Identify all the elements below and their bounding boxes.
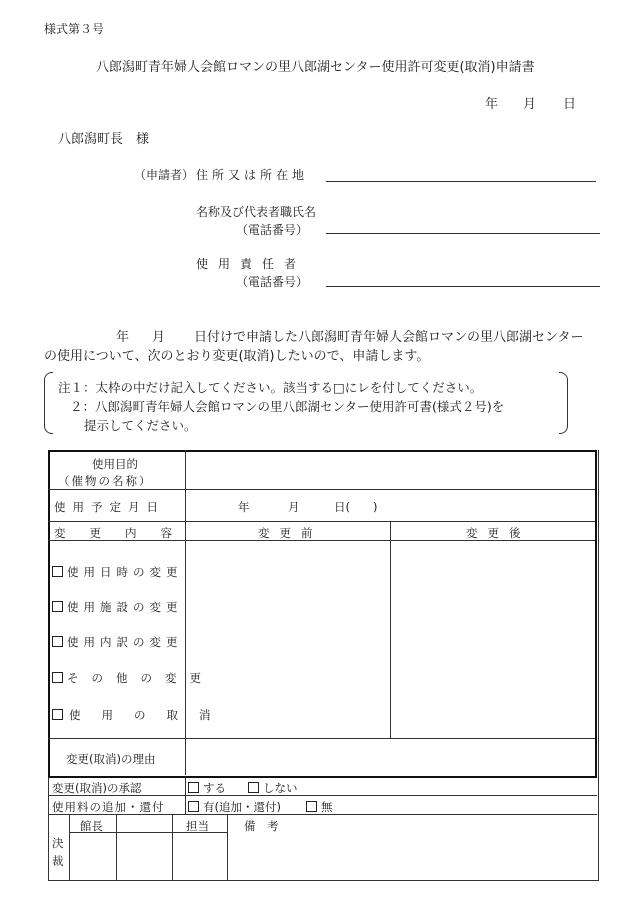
approval-no-label: しない bbox=[263, 781, 298, 795]
schedule-year: 年 bbox=[238, 500, 250, 514]
notes-box bbox=[44, 372, 568, 434]
checkbox-icon[interactable] bbox=[188, 801, 199, 812]
change-item-breakdown[interactable] bbox=[52, 634, 183, 650]
date-day: 日 bbox=[563, 97, 577, 112]
note-1: 注１：太枠の中だけ記入してください。該当する□にレを付してください。 bbox=[58, 380, 483, 395]
col-divider bbox=[227, 814, 228, 880]
reason-field[interactable] bbox=[188, 742, 590, 772]
fee-no[interactable] bbox=[306, 799, 333, 815]
col-divider bbox=[116, 814, 117, 880]
name-field[interactable] bbox=[326, 233, 600, 234]
director-label: 館長 bbox=[80, 819, 103, 833]
remarks-field[interactable] bbox=[229, 834, 593, 878]
fee-no-label: 無 bbox=[321, 800, 333, 814]
address-label: 住所又は所在地 bbox=[196, 168, 309, 182]
staff-stamp[interactable] bbox=[118, 834, 170, 878]
body-month: 月 bbox=[152, 330, 166, 345]
schedule-month: 月 bbox=[288, 500, 300, 514]
date-year: 年 bbox=[485, 97, 499, 112]
fee-yes[interactable] bbox=[188, 799, 281, 815]
checkbox-icon[interactable] bbox=[52, 672, 63, 683]
name-label: 名称及び代表者職氏名 bbox=[196, 205, 317, 219]
checkbox-icon[interactable] bbox=[188, 782, 199, 793]
checkbox-icon[interactable] bbox=[306, 801, 317, 812]
fee-yes-label: 有(追加・還付) bbox=[203, 800, 281, 814]
phone-label-2: （電話番号） bbox=[236, 275, 309, 289]
note-2b: 提示してください。 bbox=[84, 418, 197, 433]
checkbox-icon[interactable] bbox=[52, 709, 63, 720]
change-item-label: その他の変更 bbox=[67, 671, 214, 685]
address-field[interactable] bbox=[326, 181, 596, 182]
manager-label: 使用責任者 bbox=[196, 257, 307, 271]
row-divider bbox=[48, 738, 595, 739]
approval-yes-label: する bbox=[203, 781, 226, 795]
purpose-sub-label: （催物の名称） bbox=[58, 474, 153, 488]
change-item-label: 使用の取消 bbox=[69, 708, 232, 722]
page-title: 八郎潟町青年婦人会館ロマンの里八郎湖センター使用許可変更(取消)申請書 bbox=[96, 60, 535, 75]
change-item-facility[interactable] bbox=[52, 599, 183, 615]
date-month: 月 bbox=[523, 97, 537, 112]
after-header: 変更後 bbox=[466, 526, 531, 540]
applicant-prefix: （申請者） bbox=[134, 168, 195, 182]
change-item-datetime[interactable] bbox=[52, 564, 183, 580]
change-item-label: 使用日時の変更 bbox=[67, 565, 183, 579]
change-item-label: 使用内訳の変更 bbox=[67, 635, 183, 649]
change-item-other[interactable] bbox=[52, 670, 214, 686]
row-divider bbox=[48, 489, 595, 490]
schedule-day: 日( ) bbox=[334, 500, 378, 514]
staff-label: 担当 bbox=[186, 819, 209, 833]
kessai-label: 決裁 bbox=[52, 836, 64, 868]
approval-no[interactable] bbox=[248, 780, 298, 796]
change-content-header: 変更内容 bbox=[54, 526, 196, 540]
col-divider bbox=[172, 814, 173, 880]
schedule-label: 使用予定月日 bbox=[54, 500, 165, 514]
row-divider bbox=[48, 521, 595, 522]
director-stamp[interactable] bbox=[71, 834, 114, 878]
remarks-label: 備 考 bbox=[244, 819, 279, 833]
note-2a: ２：八郎潟町青年婦人会館ロマンの里八郎湖センター使用許可書(様式２号)を bbox=[70, 399, 505, 414]
col-divider bbox=[185, 450, 186, 775]
approval-yes[interactable] bbox=[188, 780, 226, 796]
form-number: 様式第３号 bbox=[44, 22, 105, 36]
checkbox-icon[interactable] bbox=[52, 636, 63, 647]
change-item-cancel[interactable] bbox=[52, 707, 232, 723]
note-bracket-right bbox=[559, 372, 568, 434]
before-header: 変更前 bbox=[258, 526, 323, 540]
change-item-label: 使用施設の変更 bbox=[67, 600, 183, 614]
approval-label: 変更(取消)の承認 bbox=[52, 781, 142, 795]
col-divider bbox=[185, 776, 186, 814]
purpose-field[interactable] bbox=[188, 453, 590, 487]
addressee: 八郎潟町長 様 bbox=[58, 132, 150, 147]
col-divider bbox=[69, 814, 70, 880]
body-line2: の使用について、次のとおり変更(取消)したいので、申請します。 bbox=[44, 349, 430, 364]
col-divider bbox=[390, 521, 391, 738]
note-bracket-left bbox=[44, 372, 53, 434]
checkbox-icon[interactable] bbox=[52, 601, 63, 612]
body-year: 年 bbox=[116, 330, 130, 345]
reason-label: 変更(取消)の理由 bbox=[66, 752, 156, 766]
purpose-label: 使用目的 bbox=[92, 457, 138, 471]
manager-field[interactable] bbox=[326, 286, 600, 287]
checkbox-icon[interactable] bbox=[52, 566, 63, 577]
fee-label: 使用料の追加・還付 bbox=[52, 800, 165, 814]
phone-label-1: （電話番号） bbox=[236, 223, 309, 237]
checkbox-icon[interactable] bbox=[248, 782, 259, 793]
body-line1: 日付けで申請した八郎潟町青年婦人会館ロマンの里八郎湖センター bbox=[194, 330, 584, 345]
